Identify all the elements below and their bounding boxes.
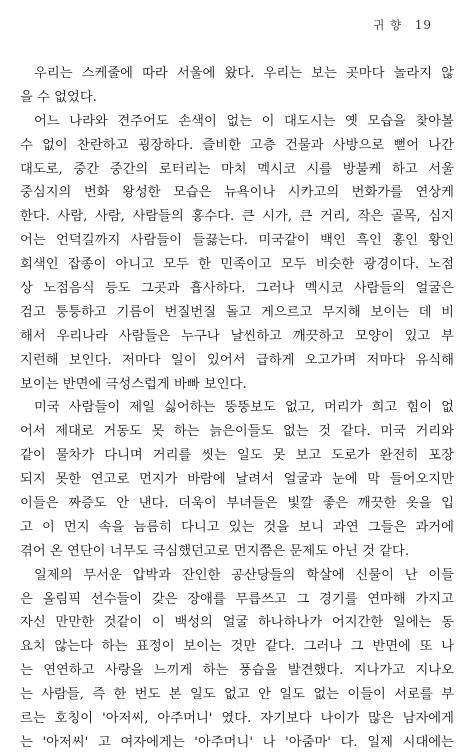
text-line: 수 없이 찬란하고 굉장하다. 즐비한 고층 건물과 사방으로 뻗어 나간 xyxy=(20,137,454,153)
running-header xyxy=(373,17,432,33)
text-line: 는 연연하고 사랑을 느끼게 하는 풍습을 발견했다. 지나가고 지나오 xyxy=(20,663,454,679)
text-line: 같이 물차가 다니며 거리를 씻는 일도 못 보고 도로가 완전히 포장 xyxy=(20,448,454,464)
text-line: 일제의 무서운 압박과 잔인한 공산당들의 학살에 신물이 난 이들 xyxy=(34,567,454,583)
text-line: 겪어 온 연단이 너무도 극심했던고로 먼지쯤은 문제도 아닌 것 같다. xyxy=(20,543,410,559)
text-line: 은 올림픽 선수들이 갖은 장애를 무릅쓰고 그 경기를 연마해 가지고 xyxy=(20,591,454,607)
text-line: 어느 나라와 견주어도 손색이 없는 이 대도시는 옛 모습을 찾아볼 xyxy=(34,113,454,129)
text-line: 우리는 스케줄에 따라 서울에 왔다. 우리는 보는 곳마다 놀라지 않 xyxy=(34,66,454,81)
text-line: 지런해 보인다. 저마다 일이 있어서 급하게 오고가며 저마다 유식해 xyxy=(20,352,454,368)
page-number: 19 xyxy=(414,18,432,32)
text-line: 한다. 사람, 사람, 사람들의 홍수다. 큰 시가, 큰 거리, 작은 골목, 심지 xyxy=(20,209,454,225)
text-line: 미국 사람들이 제일 싫어하는 뚱뚱보도 없고, 머리가 희고 힘이 없 xyxy=(34,400,454,416)
text-line: 상 노점음식 등도 그곳과 흡사하다. 그러나 멕시코 사람들의 얼굴은 xyxy=(20,281,454,297)
text-line: 대도로, 중간 중간의 로터리는 마치 멕시코 시를 방불케 하고 서울 xyxy=(20,161,454,177)
text-line: 해서 우리나라 사람들은 누구나 날씬하고 깨끗하고 모양이 있고 부 xyxy=(20,328,454,344)
section-title: 귀 향 xyxy=(373,18,403,32)
text-line: 검고 퉁퉁하고 기름이 번질번질 돌고 게으르고 무지해 보이는 데 비 xyxy=(20,304,454,320)
text-line: 어서 제대로 거동도 못 하는 늙은이들도 없는 것 같다. 미국 거리와 xyxy=(20,424,454,440)
text-line: 요치 않는다 하는 표정이 보이는 것만 같다. 그러나 그 반면에 또 나 xyxy=(20,639,454,655)
text-line: 중심지의 번화 왕성한 모습은 뉴욕이나 시카고의 번화가를 연상케 xyxy=(20,185,454,201)
text-line: 고 이 먼지 속을 늠름히 다니고 있는 것을 보니 과연 그들은 과거에 xyxy=(20,519,454,535)
text-line: 회색인 잡종이 아니고 모두 한 민족이고 모두 비슷한 광경이다. 노점 xyxy=(20,257,454,273)
text-line: 을 수 없었다. xyxy=(20,89,97,105)
text-line: 르는 호칭이 '아저씨, 아주머니' 였다. 자기보다 나이가 많은 남자에게 xyxy=(20,711,454,727)
text-line: 는 사람들, 즉 한 번도 본 일도 없고 안 일도 없는 이들이 서로를 부 xyxy=(20,687,454,703)
body-text xyxy=(20,62,454,755)
text-line: 어는 언덕길까지 사람들이 들끓는다. 미국같이 백인 흑인 홍인 황인 xyxy=(20,233,454,249)
text-line: 자신 만만한 것같이 이 백성의 얼굴 하나하나가 어지간한 일에는 동 xyxy=(20,615,454,631)
text-line: 보이는 반면에 극성스럽게 바빠 보인다. xyxy=(20,376,247,392)
text-line: 이들은 짜증도 안 낸다. 더욱이 부녀들은 빛깔 좋은 깨끗한 옷을 입 xyxy=(20,496,454,512)
text-line: 되지 못한 연고로 먼지가 바람에 날려서 얼굴과 눈에 막 들어오지만 xyxy=(20,472,454,488)
text-line: 는 '아저씨' 고 여자에게는 '아주머니' 나 '아줌마' 다. 일제 시대에는 xyxy=(20,734,454,750)
